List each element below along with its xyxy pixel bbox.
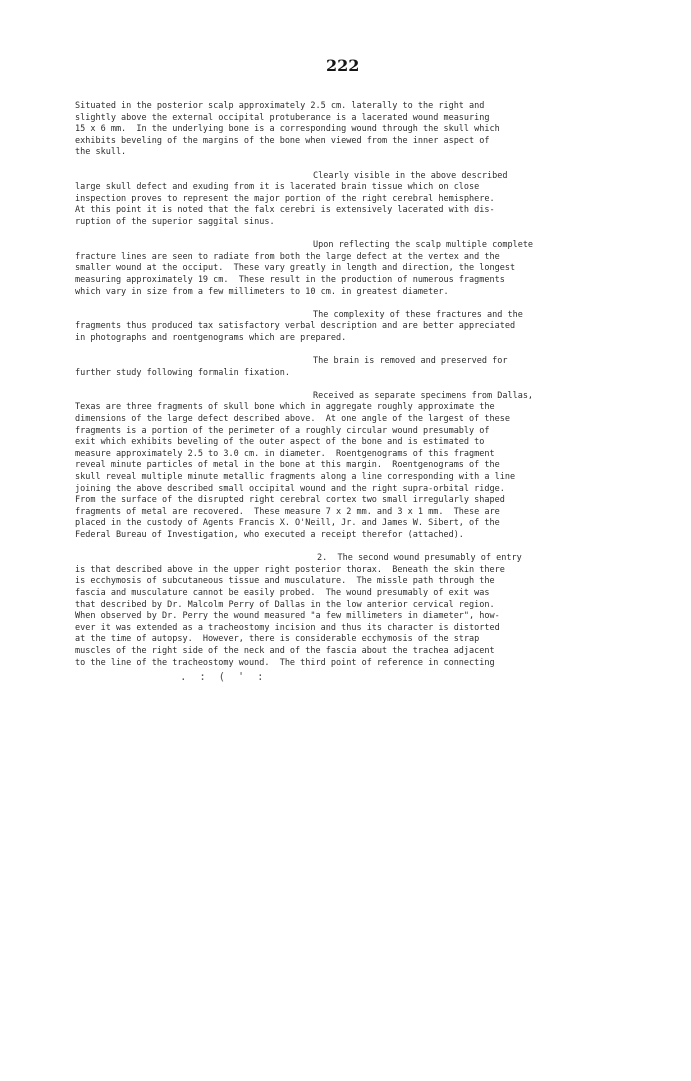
text-line: is ecchymosis of subcutaneous tissue and musculature. The missle path through the (75, 576, 495, 587)
text-line: measuring approximately 19 cm. These result in the production of numerous fragments (75, 274, 505, 285)
text-line: further study following formalin fixation. (75, 367, 290, 378)
paragraph (75, 391, 562, 542)
text-line: Situated in the posterior scalp approximately 2.5 cm. laterally to the right and (75, 101, 485, 111)
handwritten-marginalia: . : ( ' : (180, 670, 267, 683)
paragraph (75, 101, 562, 159)
text-line: fragments thus produced tax satisfactory verbal description and are better appreciated (75, 321, 516, 332)
text-line: to the line of the tracheostomy wound. The third point of reference in connecting (75, 657, 495, 668)
text-line: that described by Dr. Malcolm Perry of Dallas in the low anterior cervical region. (75, 599, 495, 610)
text-line: Upon reflecting the scalp multiple complete (313, 240, 534, 251)
text-line: From the surface of the disrupted right cerebral cortex two small irregularly shaped (75, 495, 505, 506)
paragraph (75, 171, 562, 229)
text-line: Clearly visible in the above described (313, 170, 508, 181)
document-body (75, 101, 562, 669)
text-line: large skull defect and exuding from it is lacerated brain tissue which on close (75, 182, 480, 193)
text-line: exhibits beveling of the margins of the bone when viewed from the inner aspect of (75, 135, 490, 146)
text-line: The complexity of these fractures and the (313, 309, 523, 320)
paragraph (75, 356, 562, 379)
text-line: fascia and musculature cannot be easily probed. The wound presumably of exit was (75, 587, 490, 598)
text-line: which vary in size from a few millimeters to 10 cm. in greatest diameter. (75, 286, 449, 297)
page-number: 222 (326, 56, 360, 75)
text-line: measure approximately 2.5 to 3.0 cm. in diameter. Roentgenograms of this fragment (75, 448, 495, 459)
text-line: the skull. (75, 147, 127, 158)
text-line: 2. The second wound presumably of entry (317, 553, 522, 564)
text-line: fragments of metal are recovered. These measure 7 x 2 mm. and 3 x 1 mm. These are (75, 506, 500, 517)
text-line: smaller wound at the occiput. These vary greatly in length and direction, the longest (75, 263, 516, 274)
text-line: When observed by Dr. Perry the wound measured "a few millimeters in diameter", how- (75, 611, 500, 622)
text-line: The brain is removed and preserved for (313, 356, 508, 367)
text-line: exit which exhibits beveling of the outer aspect of the bone and is estimated to (75, 437, 485, 448)
text-line: Received as separate specimens from Dallas, (313, 390, 534, 401)
text-line: is that described above in the upper right posterior thorax. Beneath the skin there (75, 564, 505, 575)
text-line: ever it was extended as a tracheostomy incision and thus its character is distorted (75, 622, 500, 633)
paragraph (75, 310, 562, 345)
paragraph (75, 553, 562, 669)
text-line: in photographs and roentgenograms which are prepared. (75, 332, 347, 343)
text-line: Federal Bureau of Investigation, who executed a receipt therefor (attached). (75, 529, 464, 540)
text-line: inspection proves to represent the major portion of the right cerebral hemisphere. (75, 193, 495, 204)
text-line: ruption of the superior saggital sinus. (75, 216, 275, 227)
text-line: at the time of autopsy. However, there is considerable ecchymosis of the strap (75, 634, 480, 645)
text-line: skull reveal multiple minute metallic fragments along a line corresponding with a line (75, 472, 516, 482)
text-line: 15 x 6 mm. In the underlying bone is a corresponding wound through the skull which (75, 124, 500, 135)
text-line: reveal minute particles of metal in the bone at this margin. Roentgenograms of the (75, 460, 500, 471)
text-line: At this point it is noted that the falx cerebri is extensively lacerated with dis- (75, 205, 495, 216)
paragraph (75, 240, 562, 298)
text-line: placed in the custody of Agents Francis X. O'Neill, Jr. and James W. Sibert, of the (75, 518, 500, 529)
text-line: Texas are three fragments of skull bone which in aggregate roughly approximate the (75, 402, 495, 413)
text-line: joining the above described small occipital wound and the right supra-orbital ridge. (75, 483, 505, 494)
text-line: slightly above the external occipital protuberance is a lacerated wound measuring (75, 112, 490, 123)
text-line: fragments is a portion of the perimeter of a roughly circular wound presumably of (75, 425, 490, 436)
text-line: dimensions of the large defect described above. At one angle of the largest of these (75, 414, 510, 425)
text-line: fracture lines are seen to radiate from both the large defect at the vertex and the (75, 251, 500, 262)
text-line: muscles of the right side of the neck and of the fascia about the trachea adjacent (75, 645, 495, 656)
